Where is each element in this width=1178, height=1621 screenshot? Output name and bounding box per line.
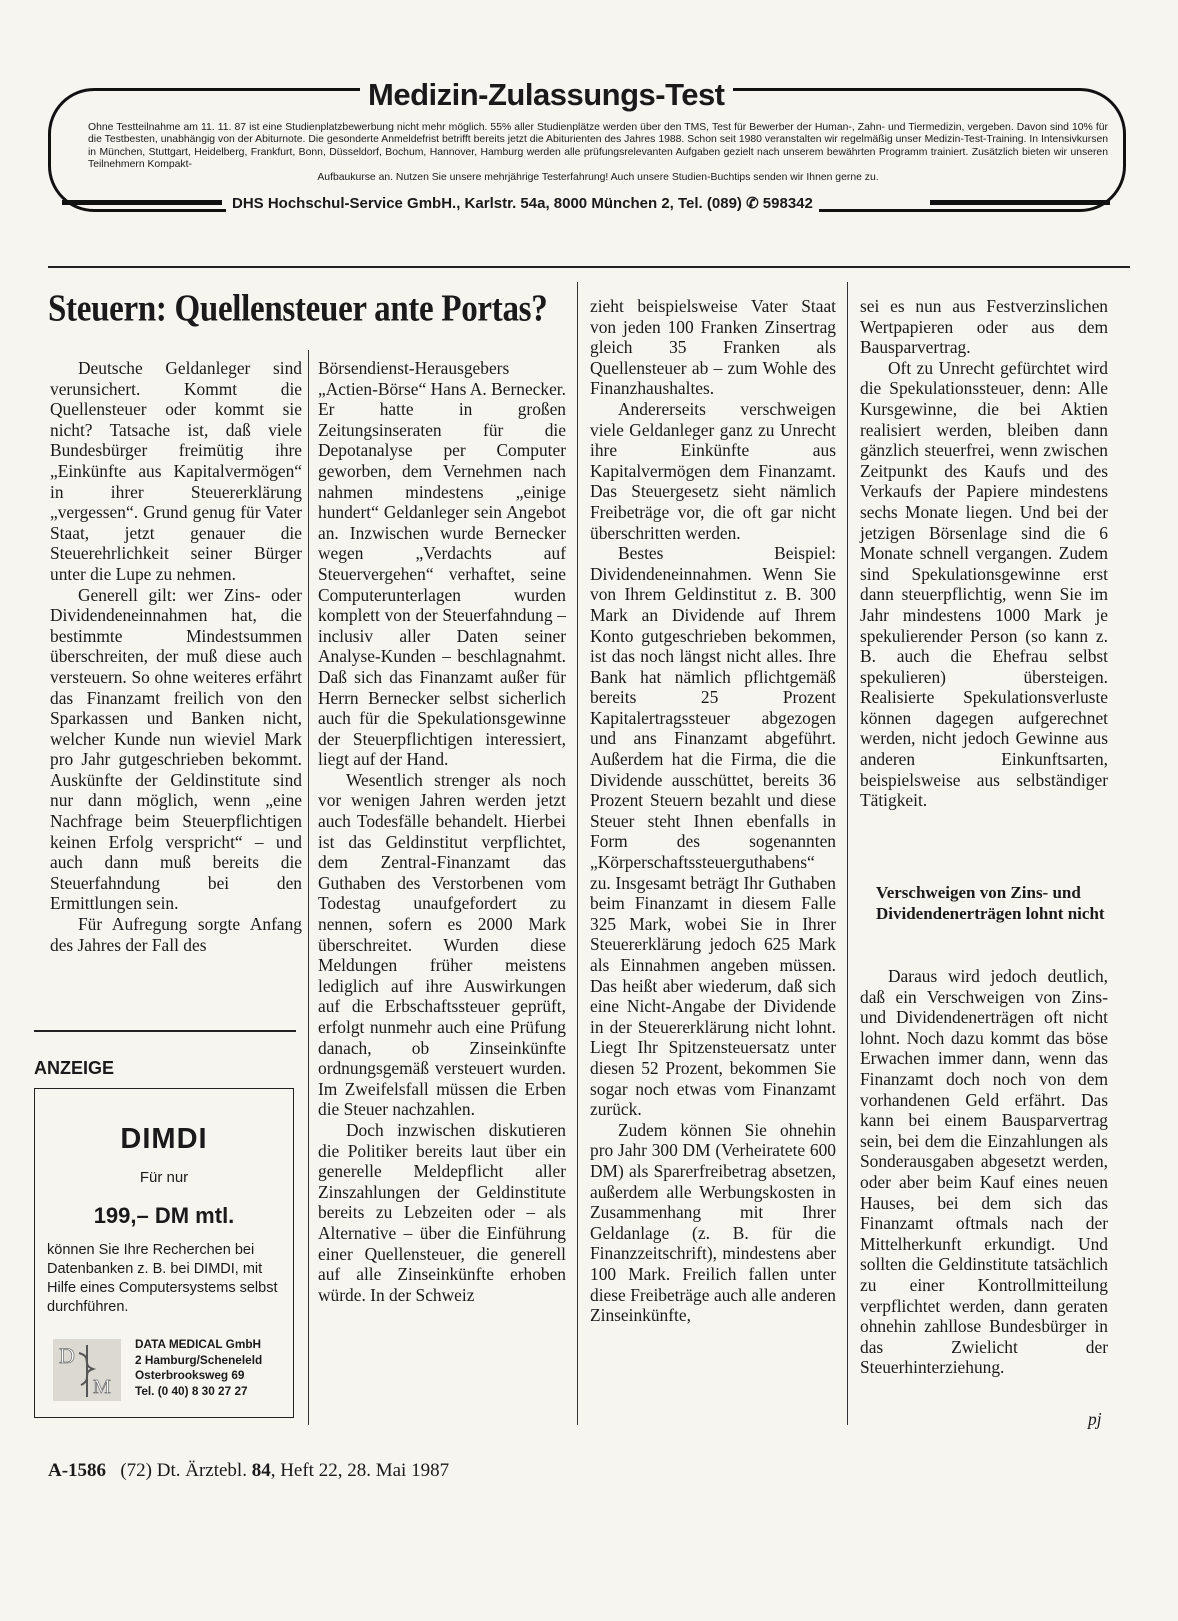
- paragraph: Für Aufregung sorgte Anfang des Jahres der Fall des: [50, 914, 302, 955]
- paragraph: Oft zu Unrecht gefürchtet wird die Spekulationssteuer, denn: Alle Kursgewinne, die bei Aktien realisiert werden, bleiben dann gänzlich steuerfrei, wenn zwischen Zeitpunkt des Kaufs und des Verkaufs der Papiere mindestens sechs Monate liegen. Und bei der jetzigen Börsenlage sind die 6 Monate schnell vergangen. Zudem sind Spekulationsgewinne erst dann steuerpflichtig, wenn Sie im Jahr mindestens 1000 Mark je spekulierender Person (so kann z. B. auch die Ehefrau selbst spekulieren) übersteigen. Realisierte Spekulationsverluste können dagegen aufgerechnet werden, nicht jedoch Gewinne aus anderen Einkunftsarten, beispielsweise aus selbständiger Tätigkeit.: [860, 357, 1108, 811]
- company-phone: Tel. (0 40) 8 30 27 27: [135, 1383, 248, 1398]
- company-name: DATA MEDICAL GmbH: [135, 1337, 262, 1351]
- ad-footer-bar-right: [930, 200, 1110, 205]
- paragraph: Zudem können Sie ohnehin pro Jahr 300 DM (Verheiratete 600 DM) als Sparerfreibetrag absetzen, außerdem alle Werbungskosten in Zusammenhang mit Ihrer Geldanlage (z. B. für die Finanzzeitschrift), mindestens aber 100 Mark. Freilich fallen unter diese Freibeträge auch alle anderen Zinseinkünfte,: [590, 1119, 836, 1326]
- ad-title: Medizin-Zulassungs-Test: [360, 78, 733, 112]
- journal-citation: (72) Dt. Ärztebl.: [120, 1460, 247, 1481]
- article-headline: Steuern: Quellensteuer ante Portas?: [48, 288, 548, 330]
- data-medical-logo-icon: [53, 1339, 121, 1401]
- data-medical-address: [135, 1337, 285, 1399]
- page-footer: [48, 1460, 449, 1482]
- ad-body-last: Aufbaukurse an. Nutzen Sie unsere mehrjährige Testerfahrung! Auch unsere Studien-Buchtips senden wir Ihnen gerne zu.: [317, 171, 879, 183]
- paragraph: sei es nun aus Festverzinslichen Wertpapieren oder aus dem Bausparvertrag.: [860, 296, 1108, 358]
- dimdi-price-intro: Für nur: [139, 1169, 189, 1186]
- article-column-3: [590, 296, 836, 1326]
- ad-footer-bar-left: [62, 200, 222, 205]
- anzeige-label: ANZEIGE: [34, 1058, 115, 1078]
- ad-footer-address: DHS Hochschul-Service GmbH., Karlstr. 54a, 8000 München 2, Tel. (089) ✆ 598342: [226, 194, 819, 212]
- article-subhead: Verschweigen von Zins- und Dividendenerträgen lohnt nicht: [876, 883, 1105, 923]
- author-signature: pj: [1088, 1409, 1102, 1429]
- paragraph: Doch inzwischen diskutieren die Politiker bereits laut über ein generelle Meldepflicht aller Zinszahlungen der Geldinstitute bereits zu Lebzeiten oder – als Alternative – über die Einführung einer Quellensteuer, die generell auf alle Zinseinkünfte erhoben würde. In der Schweiz: [318, 1119, 566, 1305]
- paragraph: Bestes Beispiel: Dividendeneinnahmen. Wenn Sie von Ihrem Geldinstitut z. B. 300 Mark an Dividende auf Ihrem Konto gutgeschrieben bekommen, ist das noch längst nicht alles. Ihre Bank hat nämlich pflichtgemäß bereits 25 Prozent Kapitalertragssteuer abgezogen und ans Finanzamt abgeführt. Außerdem hat die Firma, die die Dividende ausschüttet, bereits 36 Prozent Steuern bezahlt und diese Steuer steht Ihnen ebenfalls in Form des sogenannten „Körperschaftssteuerguthabens“ zu. Insgesamt beträgt Ihr Guthaben beim Finanzamt in diesem Falle 325 Mark, wobei Sie in Ihrer Steuererklärung jedoch 625 Mark als Einnahmen angeben müssen. Das heißt aber wiederum, daß sich eine Nicht-Angabe der Dividende in der Steuererklärung nicht lohnt. Liegt Ihr Spitzensteuersatz unter diesen 52 Prozent, bekommen Sie sogar noch etwas vom Finanzamt zurück.: [590, 543, 836, 1120]
- dimdi-ad-box: [34, 1088, 294, 1418]
- paragraph: Daraus wird jedoch deutlich, daß ein Verschweigen von Zins- und Dividendenerträgen oft nicht lohnt. Noch dazu kommt das böse Erwachen immer dann, wenn das Finanzamt doch noch von dem vorhandenen Geld erfährt. Das kann bei einem Bausparvertrag sein, bei dem die Einzahlungen als Sonderausgaben abgesetzt werden, oder aber beim Kauf eines neuen Hauses, bei dem sich das Finanzamt oftmals nach der Mittelherkunft erkundigt. Und sollten die Geldinstitute tatsächlich zu einer Kontrollmitteilung verpflichtet werden, dann geraten ohnehin zahllose Bundesbürger in das Zwielicht der Steuerhinterziehung.: [860, 966, 1108, 1378]
- svg-text:D: D: [59, 1343, 75, 1368]
- paragraph: Börsendienst-Herausgebers „Actien-Börse“ Hans A. Bernecker. Er hatte in großen Zeitungsinseraten für die Depotanalyse per Computer geworben, dem Vernehmen nach nahmen mindestens „einige hundert“ Geldanleger sein Angebot an. Inzwischen wurde Bernecker wegen „Verdachts auf Steuervergehen“ verhaftet, seine Computerunterlagen wurden komplett von der Steuerfahndung – inclusiv aller Daten seiner Analyse-Kunden – beschlagnahmt. Daß sich das Finanzamt außer für Herrn Bernecker selbst sicherlich auch für die Spekulationsgewinne der Steuerpflichtigen interessiert, liegt auf der Hand.: [318, 358, 566, 770]
- column-divider: [308, 350, 309, 1425]
- section-rule: [48, 266, 1130, 268]
- dimdi-price: 199,– DM mtl.: [93, 1203, 235, 1228]
- article-column-4-continued: [860, 966, 1108, 1378]
- paragraph: Wesentlich strenger als noch vor wenigen Jahren werden jetzt auch Todesfälle behandelt. Hierbei ist das Geldinstitut verpflichtet, dem Zentral-Finanzamt das Guthaben des Verstorbenen vom Todestag unaufgefordert zu nennen, sofern es 2000 Mark überschreitet. Wurden diese Meldungen früher meistens lediglich auf ihre Auswirkungen auf die Erbschaftssteuer geprüft, erfolgt nunmehr auch eine Prüfung danach, ob Zinseinkünfte ordnungsgemäß versteuert wurden. Im Zweifelsfall müssen die Erben die Steuer nachzahlen.: [318, 769, 566, 1120]
- article-column-1: [50, 358, 302, 955]
- journal-issue: , Heft 22, 28. Mai 1987: [270, 1460, 450, 1481]
- company-city: 2 Hamburg/Scheneleld: [135, 1352, 263, 1367]
- article-column-2: [318, 358, 566, 1305]
- page-number: A-1586: [48, 1460, 107, 1481]
- column-divider: [847, 282, 848, 1425]
- dimdi-description: können Sie Ihre Recherchen bei Datenbanken z. B. bei DIMDI, mit Hilfe eines Computersystems selbst durchführen.: [47, 1242, 278, 1315]
- company-street: Osterbrooksweg 69: [135, 1368, 245, 1382]
- journal-volume: 84: [251, 1460, 271, 1481]
- ad-body-main: Ohne Testteilnahme am 11. 11. 87 ist eine Studienplatzbewerbung nicht mehr möglich. 55% aller Studienplätze werden über den TMS, Test für Bewerber der Human-, Zahn- und Tiermedizin, vergeben. Davon sind 10% für die Testbesten, unabhängig von der Abiturnote. Die gesonderte Anmeldefrist betrifft bereits jetzt die Abiturienten des Jahres 1988. Schon seit 1980 veranstalten wir regelmäßig unser Medizin-Test-Training. In Intensivkursen in München, Stuttgart, Heidelberg, Frankfurt, Bonn, Düsseldorf, Bochum, Hannover, Hamburg werden alle prüfungsrelevanten Aufgaben gezielt nach unserem bewährten Programm trainiert. Zusätzlich bieten wir unseren Teilnehmern Kompakt-: [88, 122, 1108, 171]
- ad-body: [88, 122, 1108, 184]
- anzeige-rule: [34, 1030, 296, 1032]
- svg-text:M: M: [93, 1376, 111, 1398]
- paragraph: Andererseits verschweigen viele Geldanleger ganz zu Unrecht ihre Einkünfte aus Kapitalvermögen dem Finanzamt. Das Steuergesetz sieht nämlich Freibeträge vor, die oft gar nicht überschritten werden.: [590, 398, 836, 543]
- article-column-4: [860, 296, 1108, 811]
- paragraph: Generell gilt: wer Zins- oder Dividendeneinnahmen hat, die bestimmte Mindestsummen überschreiten, der muß diese auch versteuern. So ohne weiteres erfährt das Finanzamt freilich von den Sparkassen und Banken nicht, welcher Kunde nun wieviel Mark pro Jahr gutgeschrieben bekommt. Auskünfte der Geldinstitute sind nur dann möglich, wenn „eine Nachfrage beim Steuerpflichtigen keinen Erfolg verspricht“ – und auch dann muß bereits die Steuerfahndung bei den Ermittlungen sein.: [50, 584, 302, 914]
- paragraph: Deutsche Geldanleger sind verunsichert. Kommt die Quellensteuer oder kommt sie nicht? Tatsache ist, daß viele Bundesbürger freimütig ihre „Einkünfte aus Kapitalvermögen“ in ihrer Steuererklärung „vergessen“. Grund genug für Vater Staat, jetzt genauer die Steuerehrlichkeit seiner Bürger unter die Lupe zu nehmen.: [50, 358, 302, 584]
- column-divider: [577, 282, 578, 1425]
- paragraph: zieht beispielsweise Vater Staat von jeden 100 Franken Zinsertrag gleich 35 Franken als Quellensteuer ab – zum Wohle des Finanzhaushaltes.: [590, 296, 836, 399]
- dimdi-title: DIMDI: [120, 1123, 208, 1155]
